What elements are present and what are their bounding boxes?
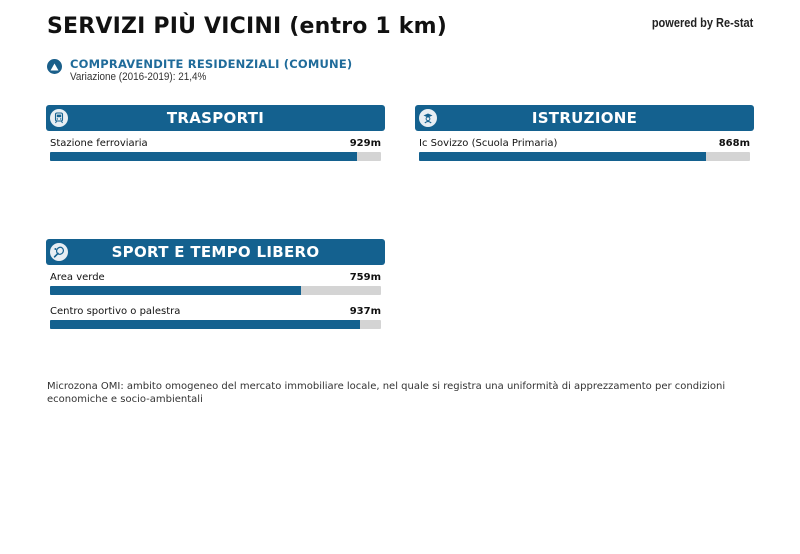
triangle-up-icon bbox=[47, 59, 62, 74]
section-istruzione bbox=[415, 105, 754, 172]
item-distance: 929m bbox=[349, 138, 381, 149]
footnote: Microzona OMI: ambito omogeneo del mercato immobiliare locale, nel quale si registra una uniformità di apprezzamento per condizioni economiche e socio-ambientali bbox=[47, 381, 726, 405]
distance-bar bbox=[419, 152, 750, 161]
student-icon bbox=[419, 109, 437, 127]
page-title: SERVIZI PIÙ VICINI (entro 1 km) bbox=[47, 14, 448, 39]
section-header bbox=[46, 105, 385, 131]
stat-title: COMPRAVENDITE RESIDENZIALI (COMUNE) bbox=[70, 57, 353, 71]
section-trasporti bbox=[46, 105, 385, 172]
section-title: TRASPORTI bbox=[166, 109, 265, 127]
distance-bar-fill bbox=[50, 320, 360, 329]
item-label: Ic Sovizzo (Scuola Primaria) bbox=[419, 138, 558, 149]
powered-by-label: powered by Re-stat bbox=[651, 16, 753, 30]
list-item bbox=[415, 138, 754, 172]
section-title: ISTRUZIONE bbox=[531, 109, 638, 127]
item-distance: 759m bbox=[349, 272, 381, 283]
section-header bbox=[415, 105, 754, 131]
list-item bbox=[46, 306, 385, 340]
tennis-racket-icon bbox=[50, 243, 68, 261]
list-item bbox=[46, 138, 385, 172]
list-item bbox=[46, 272, 385, 306]
item-distance: 937m bbox=[349, 306, 381, 317]
distance-bar-fill bbox=[50, 286, 301, 295]
section-header bbox=[46, 239, 385, 265]
item-label: Area verde bbox=[50, 272, 105, 283]
distance-bar-fill bbox=[50, 152, 357, 161]
stat-subtitle: Variazione (2016-2019): 21,4% bbox=[70, 71, 207, 83]
distance-bar-fill bbox=[419, 152, 706, 161]
item-distance: 868m bbox=[718, 138, 750, 149]
section-title: SPORT E TEMPO LIBERO bbox=[111, 243, 320, 261]
item-label: Stazione ferroviaria bbox=[50, 138, 148, 149]
distance-bar bbox=[50, 152, 381, 161]
train-icon bbox=[50, 109, 68, 127]
item-label: Centro sportivo o palestra bbox=[50, 306, 181, 317]
distance-bar bbox=[50, 286, 381, 295]
distance-bar bbox=[50, 320, 381, 329]
section-sport bbox=[46, 239, 385, 340]
